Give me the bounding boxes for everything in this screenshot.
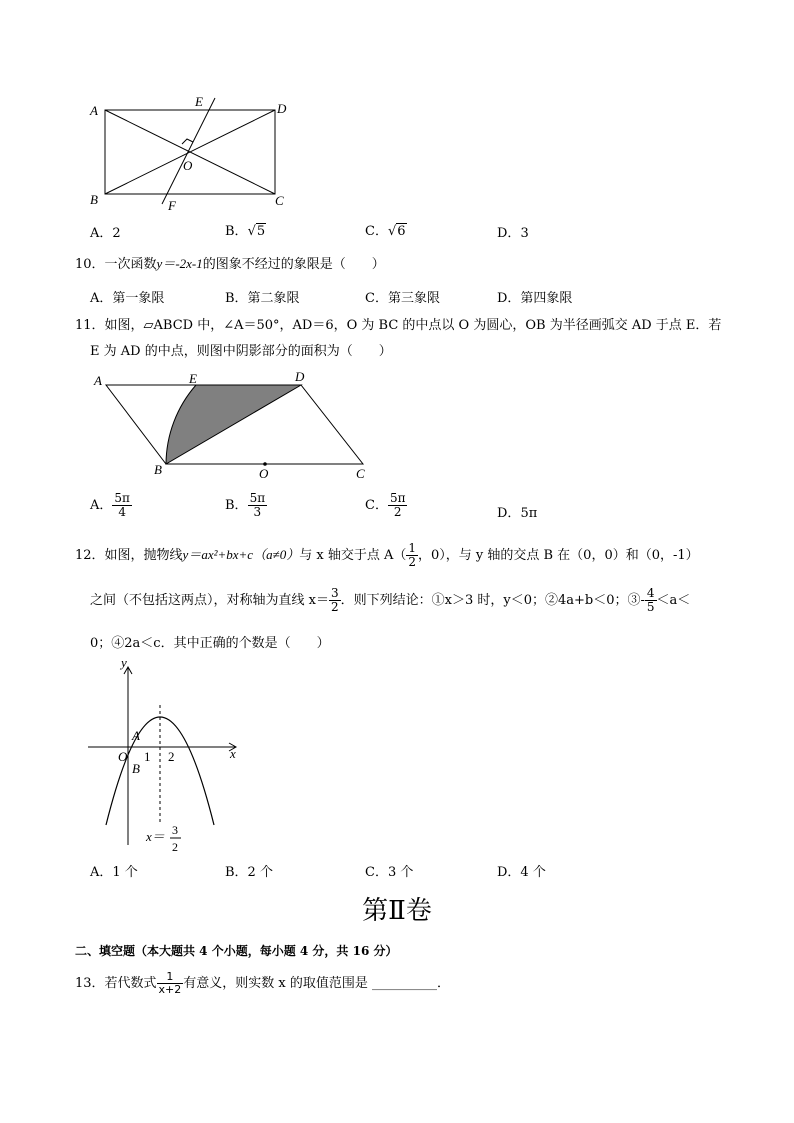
q12-label-2: 2 — [168, 749, 175, 764]
q11-stem-line2: E 为 AD 的中点，则图中阴影部分的面积为（ ） — [90, 344, 392, 359]
q9-option-b[interactable]: B．√5 — [225, 224, 266, 239]
q9-option-c[interactable]: C．√6 — [365, 224, 406, 239]
q12-label-x: x — [230, 746, 236, 761]
q11-label-D: D — [295, 369, 305, 384]
q12-stem-line3: 0；④2a＜c．其中正确的个数是（ ） — [90, 636, 330, 651]
q11-stem-line1: 11．如图，▱ABCD 中，∠A＝50°，AD＝6，O 为 BC 的中点以 O 为圆心，OB 为半径画弧交 AD 于点 E．若 — [75, 318, 722, 333]
q9-option-d[interactable]: D．3 — [497, 226, 529, 241]
sqrt-symbol: √6 — [387, 224, 406, 239]
q12-axis-eq: x＝ — [146, 829, 165, 844]
q12-label-A: A — [132, 728, 140, 743]
q9-rectangle-figure — [85, 92, 295, 217]
q10-option-a[interactable]: A．第一象限 — [90, 291, 165, 306]
q12-option-c[interactable]: C．3 个 — [365, 865, 414, 880]
q13-stem: 13．若代数式 $\frac{1}{x+2}$ 有意义，则实数 x 的取值范围是 __________． — [75, 969, 451, 996]
q12-stem-line2: 之间（不包括这两点），对称轴为直线 x＝ $\frac{3}{2}$ ．则下列结论：①x＞3 时，y＜0；②4a+b＜0；③- $\frac{4}{5}$ ＜a＜ — [90, 585, 691, 614]
fraction: $\frac{5\pi}{4}$ — [114, 491, 130, 520]
q12-label-y: y — [121, 655, 127, 670]
q11-option-c[interactable]: C． $\frac{5\pi}{2}$ — [365, 491, 406, 520]
q9-label-D: D — [277, 101, 287, 116]
answer-blank[interactable]: __________ — [372, 976, 438, 991]
q11-option-d[interactable]: D．5π — [497, 506, 538, 521]
q11-label-B: B — [154, 462, 162, 477]
q11-label-A: A — [94, 373, 102, 388]
q9-label-A: A — [90, 103, 98, 118]
q11-label-O: O — [259, 466, 269, 481]
sqrt-symbol: √5 — [247, 224, 266, 239]
q12-stem-line1: 12．如图，抛物线y＝ax²+bx+c（a≠0）与 x 轴交于点 A（ $\frac{1}{2}$ ，0），与 y 轴的交点 B 在（0，0）和（0，-1） — [75, 540, 699, 569]
q11-option-a[interactable]: A． $\frac{5\pi}{4}$ — [90, 491, 130, 520]
fraction: $\frac{1}{x+2}$ — [158, 969, 182, 996]
q11-label-E: E — [189, 371, 197, 386]
q12-parabola-figure — [88, 655, 248, 855]
section-title: 第Ⅱ卷 — [362, 896, 432, 926]
q10-option-d[interactable]: D．第四象限 — [497, 291, 573, 306]
q11-parallelogram-figure — [88, 367, 378, 485]
q10-stem: 10．一次函数y＝-2x-1的图象不经过的象限是（ ） — [75, 256, 385, 272]
q12-label-O: O — [118, 749, 128, 764]
q9-label-O: O — [183, 158, 193, 173]
q12-label-1: 1 — [144, 749, 151, 764]
q12-option-a[interactable]: A．1 个 — [90, 865, 138, 880]
q12-option-b[interactable]: B．2 个 — [225, 865, 273, 880]
fraction: $\frac{5\pi}{2}$ — [389, 491, 406, 520]
fraction: $\frac{3}{2}$ — [330, 585, 339, 614]
q9-label-B: B — [90, 192, 98, 207]
fraction: $\frac{5\pi}{3}$ — [249, 491, 266, 520]
q11-option-b[interactable]: B． $\frac{5\pi}{3}$ — [225, 491, 266, 520]
section-heading: 二、填空题（本大题共 4 个小题，每小题 4 分，共 16 分） — [75, 944, 398, 958]
q9-label-E: E — [195, 94, 203, 109]
q12-axis-den: 2 — [172, 840, 178, 854]
q12-axis-num: 3 — [172, 823, 178, 837]
fraction: $\frac{4}{5}$ — [646, 585, 655, 614]
q12-label-B: B — [132, 761, 140, 776]
q10-option-b[interactable]: B．第二象限 — [225, 291, 300, 306]
q9-label-F: F — [168, 198, 176, 213]
q9-option-a[interactable]: A．2 — [90, 226, 121, 241]
q9-label-C: C — [275, 193, 284, 208]
fraction: $\frac{1}{2}$ — [408, 540, 416, 569]
q12-option-d[interactable]: D．4 个 — [497, 865, 546, 880]
q11-label-C: C — [356, 466, 365, 481]
q10-option-c[interactable]: C．第三象限 — [365, 291, 440, 306]
